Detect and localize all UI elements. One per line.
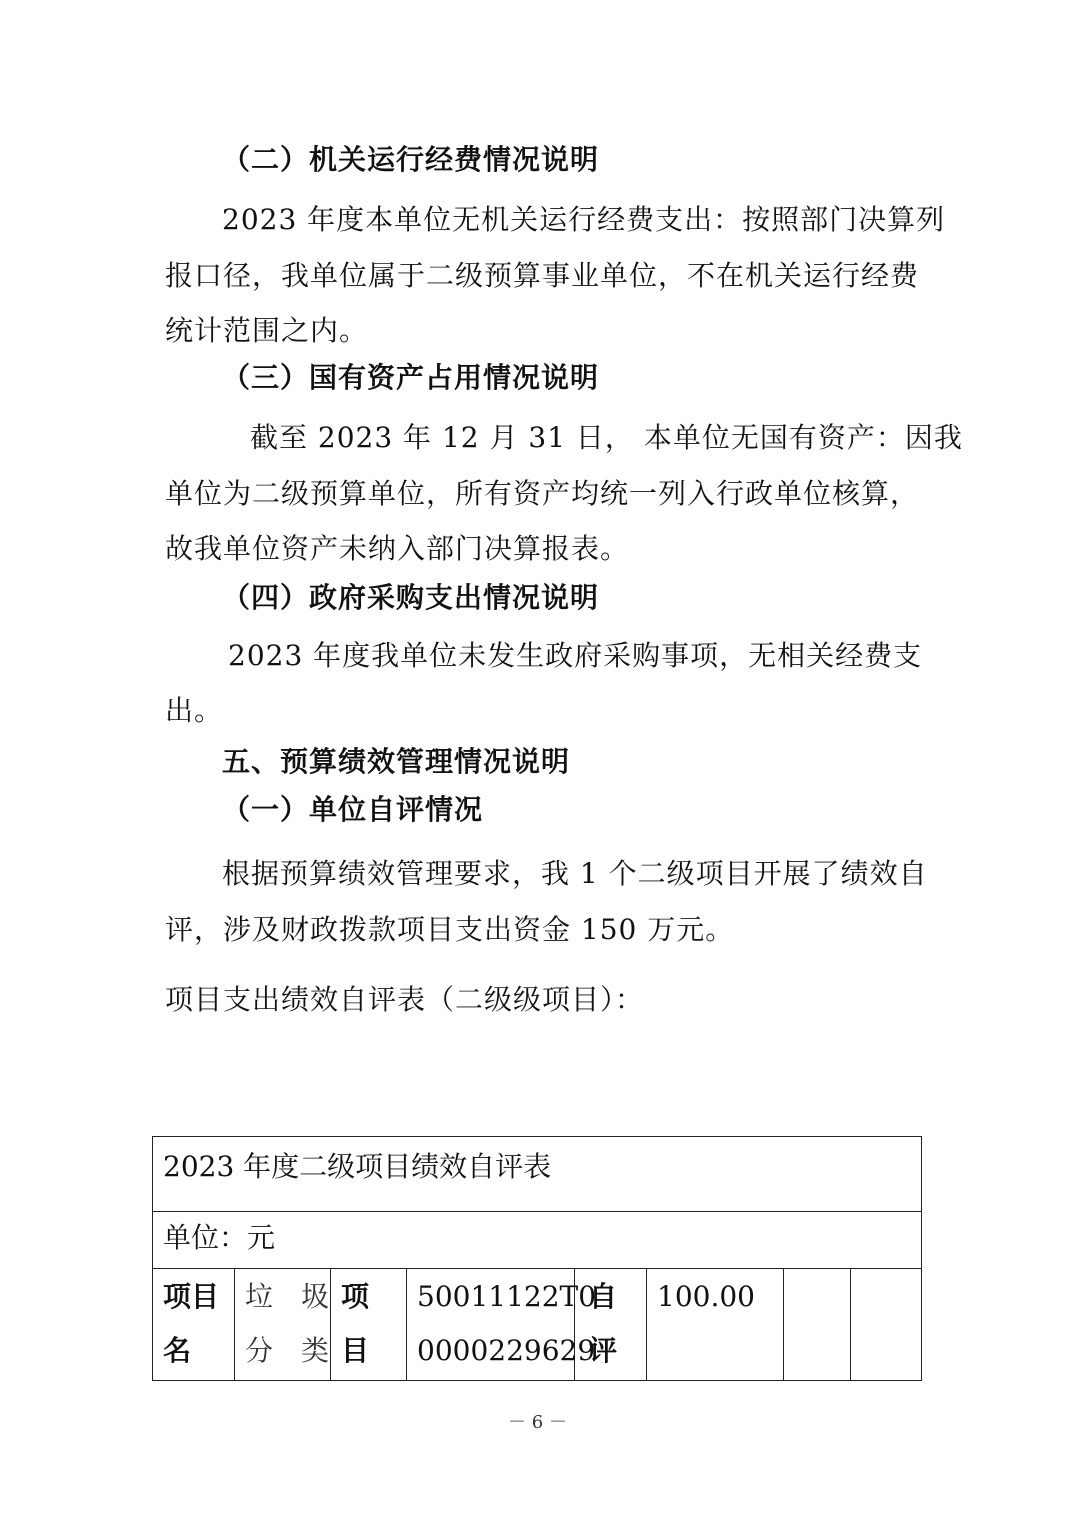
paragraph-line: 故我单位资产未纳入部门决算报表。 xyxy=(165,532,630,565)
table-title-row xyxy=(153,1137,921,1212)
table-title: 2023 年度二级项目绩效自评表 xyxy=(163,1150,552,1183)
paragraph-line: 统计范围之内。 xyxy=(165,314,369,347)
paragraph-line: 2023 年度本单位无机关运行经费支出：按照部门决算列 xyxy=(222,203,946,236)
cell-self-eval-label: 评 xyxy=(589,1334,618,1367)
cell-project-code-label: 项 xyxy=(341,1280,370,1313)
table-intro: 项目支出绩效自评表（二级级项目）： xyxy=(165,983,645,1016)
section-heading-3: （三）国有资产占用情况说明 xyxy=(222,361,600,394)
paragraph-line: 报口径，我单位属于二级预算事业单位，不在机关运行经费 xyxy=(165,259,920,292)
section-heading-4: （四）政府采购支出情况说明 xyxy=(222,581,600,614)
cell-self-eval-score: 100.00 xyxy=(657,1280,755,1313)
self-evaluation-table xyxy=(152,1136,922,1381)
cell-project-name-label: 名 xyxy=(163,1334,192,1367)
table-unit-row xyxy=(153,1212,921,1269)
subsection-heading-5-1: （一）单位自评情况 xyxy=(222,793,484,826)
paragraph-line: 2023 年度我单位未发生政府采购事项，无相关经费支 xyxy=(228,639,923,672)
section-heading-2: （二）机关运行经费情况说明 xyxy=(222,143,600,176)
table-unit: 单位：元 xyxy=(163,1221,276,1254)
cell-project-name-value: 垃 圾 xyxy=(245,1280,330,1313)
cell-project-code-label: 目 xyxy=(341,1334,370,1367)
section-heading-5: 五、预算绩效管理情况说明 xyxy=(222,745,571,778)
paragraph-line: 单位为二级预算单位，所有资产均统一列入行政单位核算， xyxy=(165,477,920,510)
page-number: － 6 － xyxy=(508,1412,567,1433)
cell-project-code-value: 0000229629 xyxy=(417,1334,596,1367)
cell-self-eval-label: 自 xyxy=(589,1280,618,1313)
cell-project-code-value: 50011122T0 xyxy=(417,1280,597,1313)
table-data-row xyxy=(153,1269,921,1380)
paragraph-line: 评，涉及财政拨款项目支出资金 150 万元。 xyxy=(165,913,735,946)
paragraph-line: 根据预算绩效管理要求，我 1 个二级项目开展了绩效自 xyxy=(222,857,928,890)
cell-project-name-value: 分 类 xyxy=(245,1334,330,1367)
cell-project-name-label: 项目 xyxy=(163,1280,220,1313)
paragraph-line: 出。 xyxy=(165,694,224,727)
paragraph-line: 截至 2023 年 12 月 31 日， 本单位无国有资产：因我 xyxy=(250,421,963,454)
